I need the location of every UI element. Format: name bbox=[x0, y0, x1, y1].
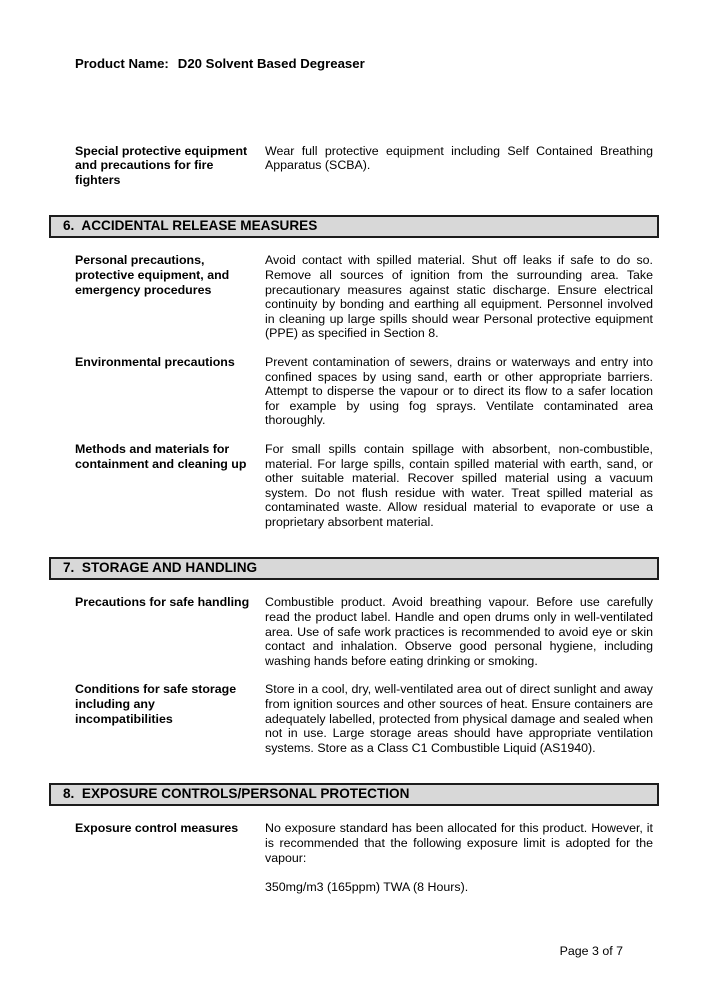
field-value bbox=[265, 442, 653, 530]
field-row-precautions-safe-handling bbox=[75, 595, 653, 668]
paragraph: Combustible product. Avoid breathing vapour. Before use carefully read the product label. Handle and open drums only in well-ventilated area. Use of safe work practices is recommended to avoid eye or skin contact and inhalation. Observe good personal hygiene, including washing hands before eating drinking or smoking. bbox=[265, 595, 653, 668]
field-value bbox=[265, 253, 653, 341]
field-label: Methods and materials for containment and cleaning up bbox=[75, 441, 247, 471]
field-row-conditions-safe-storage bbox=[75, 682, 653, 755]
product-name-header bbox=[75, 57, 653, 72]
section-header-storage-and-handling bbox=[49, 557, 659, 580]
section-header-exposure-controls bbox=[49, 783, 659, 806]
section-title: 6. ACCIDENTAL RELEASE MEASURES bbox=[63, 218, 318, 234]
field-value bbox=[265, 144, 653, 188]
field-label: Conditions for safe storage including any incompatibilities bbox=[75, 682, 237, 726]
field-value bbox=[265, 595, 653, 668]
field-label: Exposure control measures bbox=[75, 821, 239, 836]
field-value bbox=[265, 821, 653, 894]
field-label: Personal precautions, protective equipment, and emergency procedures bbox=[75, 253, 230, 297]
product-name-value: D20 Solvent Based Degreaser bbox=[177, 56, 365, 71]
field-row-environmental-precautions bbox=[75, 355, 653, 428]
field-value bbox=[265, 355, 653, 428]
paragraph: Wear full protective equipment including Self Contained Breathing Apparatus (SCBA). bbox=[265, 143, 653, 173]
field-label: Precautions for safe handling bbox=[75, 595, 250, 610]
section-title: 7. STORAGE AND HANDLING bbox=[63, 560, 258, 576]
field-row-personal-precautions bbox=[75, 253, 653, 341]
page-footer bbox=[560, 944, 623, 959]
field-row-special-protective-equipment bbox=[75, 144, 653, 188]
field-label: Special protective equipment and precautions for fire fighters bbox=[75, 143, 248, 187]
paragraph: For small spills contain spillage with absorbent, non-combustible, material. For large spills, contain spilled material with earth, sand, or other suitable material. Recover spilled material using a vacuum system. Do not flush residue with water. Treat spilled material as contaminated waste. Allow residual material to evaporate or use a proprietary absorbent material. bbox=[265, 441, 653, 529]
section-header-accidental-release-measures bbox=[49, 215, 659, 238]
field-row-methods-and-materials bbox=[75, 442, 653, 530]
field-row-exposure-control-measures bbox=[75, 821, 653, 894]
product-name-label: Product Name: bbox=[75, 56, 169, 71]
paragraph: Prevent contamination of sewers, drains or waterways and entry into confined spaces by using sand, earth or other appropriate barriers. Attempt to disperse the vapour or to direct its flow to a safer location for example by using fog sprays. Ventilate contaminated area thoroughly. bbox=[265, 354, 653, 428]
section-title: 8. EXPOSURE CONTROLS/PERSONAL PROTECTION bbox=[63, 786, 410, 802]
page-number: Page 3 of 7 bbox=[559, 944, 623, 958]
field-value bbox=[265, 682, 653, 755]
paragraph: Avoid contact with spilled material. Shut off leaks if safe to do so. Remove all sources of ignition from the surrounding area. Take precautionary measures against static discharge. Ensure electrical continuity by bonding and earthing all equipment. Personnel involved in cleaning up large spills should wear Personal protective equipment (PPE) as specified in Section 8. bbox=[265, 253, 653, 341]
paragraph: No exposure standard has been allocated for this product. However, it is recommended that the following exposure limit is adopted for the vapour: bbox=[265, 821, 653, 865]
paragraph-exposure-limit: 350mg/m3 (165ppm) TWA (8 Hours). bbox=[265, 880, 469, 895]
field-label: Environmental precautions bbox=[75, 354, 235, 369]
paragraph: Store in a cool, dry, well-ventilated area out of direct sunlight and away from ignition sources and other sources of heat. Ensure containers are adequately labelled, protected from physical damage and sealed when not in use. Large storage areas should have appropriate ventilation systems. Store as a Class C1 Combustible Liquid (AS1940). bbox=[265, 682, 653, 755]
